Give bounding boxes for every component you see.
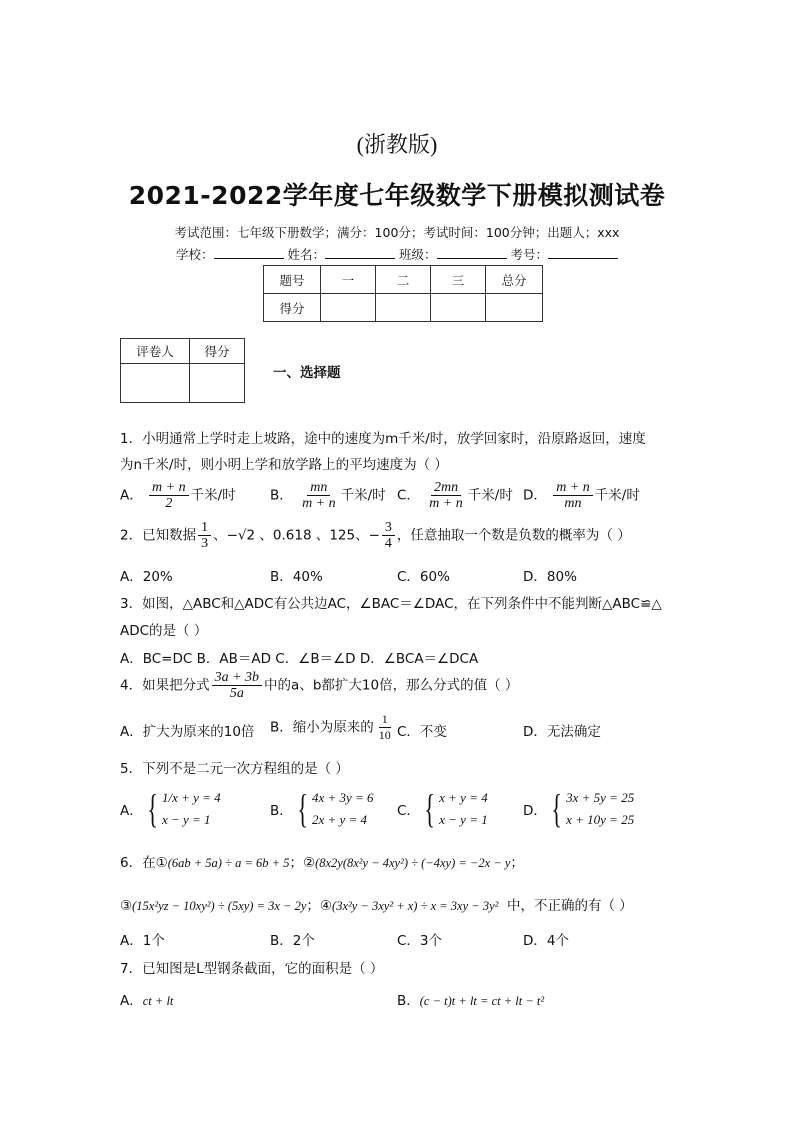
equation-system: 3x + 5y = 25 x + 10y = 25 — [566, 790, 635, 827]
option-unit: 千米/时 — [340, 487, 386, 504]
brace: { — [297, 786, 308, 831]
equation-system: 4x + 3y = 6 2x + y = 4 — [311, 790, 374, 827]
fraction: $\frac{m + n}{2}$ — [149, 480, 189, 511]
class-blank[interactable] — [437, 246, 507, 259]
brace: { — [424, 786, 435, 831]
school-blank[interactable] — [214, 246, 284, 259]
q1-option-d[interactable] — [523, 480, 640, 511]
q3-line1: 3．如图，△ABC和△ADC有公共边AC，∠BAC＝∠DAC，在下列条件中不能判断△ABC≌△ — [120, 596, 662, 612]
q2-option-d[interactable]: D．80% — [523, 569, 577, 585]
grader-header-cell: 评卷人 — [121, 339, 190, 364]
brace: { — [551, 786, 562, 831]
q6-option-a[interactable]: A．1个 — [120, 933, 165, 949]
q1-line2: 为n千米/时，则小明上学和放学路上的平均速度为（ ） — [120, 457, 448, 473]
q6-line2: ③(15x²yz − 10xy²) ÷ (5xy) = 3x − 2y；④(3x²y − 3xy² + x) ÷ x = 3xy − 3y² 中，不正确的有（ ） — [120, 898, 633, 914]
option-label: C． — [397, 803, 420, 819]
q2-option-c[interactable]: C．60% — [397, 569, 450, 585]
expr-4: (3x²y − 3xy² + x) ÷ x = 3xy − 3y² — [332, 899, 499, 913]
option-label: A． — [120, 803, 143, 819]
score-header-cell: 题号 — [264, 266, 321, 294]
option-unit: 千米/时 — [190, 487, 236, 504]
q1-option-c[interactable] — [397, 480, 513, 511]
fraction: $\frac{m + n}{mn}$ — [553, 480, 593, 511]
exam-title: 2021-2022学年度七年级数学下册模拟测试卷 — [128, 181, 666, 210]
score-cell[interactable] — [431, 294, 486, 322]
expr-1: (6ab + 5a) ÷ a = 6b + 5 — [167, 856, 290, 870]
q6-option-c[interactable]: C．3个 — [397, 933, 443, 949]
fraction: $\frac{1}{10}$ — [378, 712, 391, 742]
score-header-cell: 总分 — [486, 266, 543, 294]
q1-line1: 1．小明通常上学时走上坡路，途中的速度为m千米/时，放学回家时，沿原路返回，速度 — [120, 431, 646, 447]
fraction: $\frac{1}{3}$ — [198, 520, 211, 551]
fraction: $\frac{3}{4}$ — [382, 520, 395, 551]
score-table-header — [264, 266, 543, 294]
score-table — [263, 265, 543, 322]
option-label: B． — [270, 803, 293, 819]
q4-option-c[interactable]: C．不变 — [397, 724, 447, 740]
option-label: C． — [397, 487, 420, 504]
score-cell[interactable] — [376, 294, 431, 322]
student-fields — [0, 245, 794, 263]
equation-system: 1/x + y = 4 x − y = 1 — [161, 790, 221, 827]
option-label: D． — [523, 487, 547, 504]
option-label: A． — [120, 993, 143, 1009]
number-label: 考号： — [510, 247, 548, 262]
grader-header-cell: 得分 — [190, 339, 245, 364]
score-table-row — [264, 294, 543, 322]
score-row-label: 得分 — [264, 294, 321, 322]
q6-option-b[interactable]: B．2个 — [270, 933, 315, 949]
score-header-cell: 三 — [431, 266, 486, 294]
section-title: 一、选择题 — [273, 365, 341, 381]
q1-option-b[interactable] — [270, 480, 386, 511]
option-label: D． — [523, 803, 547, 819]
fraction: $\frac{3a + 3b}{5a}$ — [212, 670, 262, 701]
q2-option-b[interactable]: B．40% — [270, 569, 323, 585]
option-unit: 千米/时 — [594, 487, 640, 504]
class-label: 班级： — [398, 247, 437, 262]
expr-2: (8x2y(8x²y − 4xy²) ÷ (−4xy) = −2x − y — [315, 856, 511, 870]
q3-line2: ADC的是（ ） — [120, 623, 208, 639]
number-blank[interactable] — [548, 246, 618, 259]
grader-cell[interactable] — [190, 364, 245, 403]
q6-line1: 6．在①(6ab + 5a) ÷ a = 6b + 5；②(8x2y(8x²y − 4xy²) ÷ (−4xy) = −2x − y； — [120, 855, 524, 871]
q7-question: 7．已知图是L型钢条截面，它的面积是（ ） — [120, 961, 384, 977]
q5-option-a[interactable] — [120, 787, 221, 831]
q5-option-b[interactable] — [270, 787, 374, 831]
q2-post: ，任意抽取一个数是负数的概率为（ ） — [396, 527, 631, 544]
score-header-cell: 一 — [321, 266, 376, 294]
q3-options[interactable]: A．BC=DC B．AB＝AD C．∠B＝∠D D．∠BCA＝∠DCA — [120, 651, 479, 667]
q4-post: 中的a、b都扩大10倍，那么分式的值（ ） — [264, 677, 519, 694]
expr-3: (15x²yz − 10xy²) ÷ (5xy) = 3x − 2y — [132, 899, 307, 913]
exam-version: (浙教版) — [356, 132, 438, 157]
grader-table — [120, 338, 245, 403]
score-cell[interactable] — [321, 294, 376, 322]
option-text: B．缩小为原来的 — [270, 719, 374, 736]
score-header-cell: 二 — [376, 266, 431, 294]
score-cell[interactable] — [486, 294, 543, 322]
q7-option-a[interactable] — [120, 989, 173, 1009]
equation-system: x + y = 4 x − y = 1 — [439, 790, 488, 827]
q7-option-b[interactable] — [397, 989, 544, 1009]
name-label: 姓名： — [287, 247, 325, 262]
q5-question: 5．下列不是二元一次方程组的是（ ） — [120, 761, 349, 777]
q5-option-d[interactable] — [523, 787, 634, 831]
q4-option-b[interactable] — [270, 712, 396, 743]
q4-question — [120, 670, 518, 701]
q2-mid: 、−√2 、0.618 、125、− — [213, 527, 380, 544]
fraction: $\frac{mn}{m + n}$ — [302, 480, 336, 511]
fraction: $\frac{2mn}{m + n}$ — [429, 480, 463, 511]
option-expr: ct + lt — [142, 994, 174, 1008]
q2-option-a[interactable]: A．20% — [120, 569, 173, 585]
q4-option-d[interactable]: D．无法确定 — [523, 724, 601, 740]
name-blank[interactable] — [325, 246, 395, 259]
q2-pre: 2．已知数据 — [120, 527, 197, 544]
q4-pre: 4．如果把分式 — [120, 677, 210, 694]
grader-cell[interactable] — [121, 364, 190, 403]
option-label: B． — [397, 993, 420, 1009]
q1-option-a[interactable] — [120, 480, 236, 511]
option-unit: 千米/时 — [467, 487, 513, 504]
brace: { — [147, 786, 158, 831]
q5-option-c[interactable] — [397, 787, 488, 831]
option-label: B． — [270, 487, 293, 504]
q2-question — [120, 520, 631, 551]
q6-option-d[interactable]: D．4个 — [523, 933, 569, 949]
option-label: A． — [120, 487, 143, 504]
exam-info: 考试范围：七年级下册数学；满分：100分；考试时间：100分钟；出题人；xxx — [174, 225, 620, 240]
q4-option-a[interactable]: A．扩大为原来的10倍 — [120, 724, 255, 740]
option-expr: (c − t)t + lt = ct + lt − t² — [419, 994, 545, 1008]
school-label: 学校： — [175, 247, 214, 262]
